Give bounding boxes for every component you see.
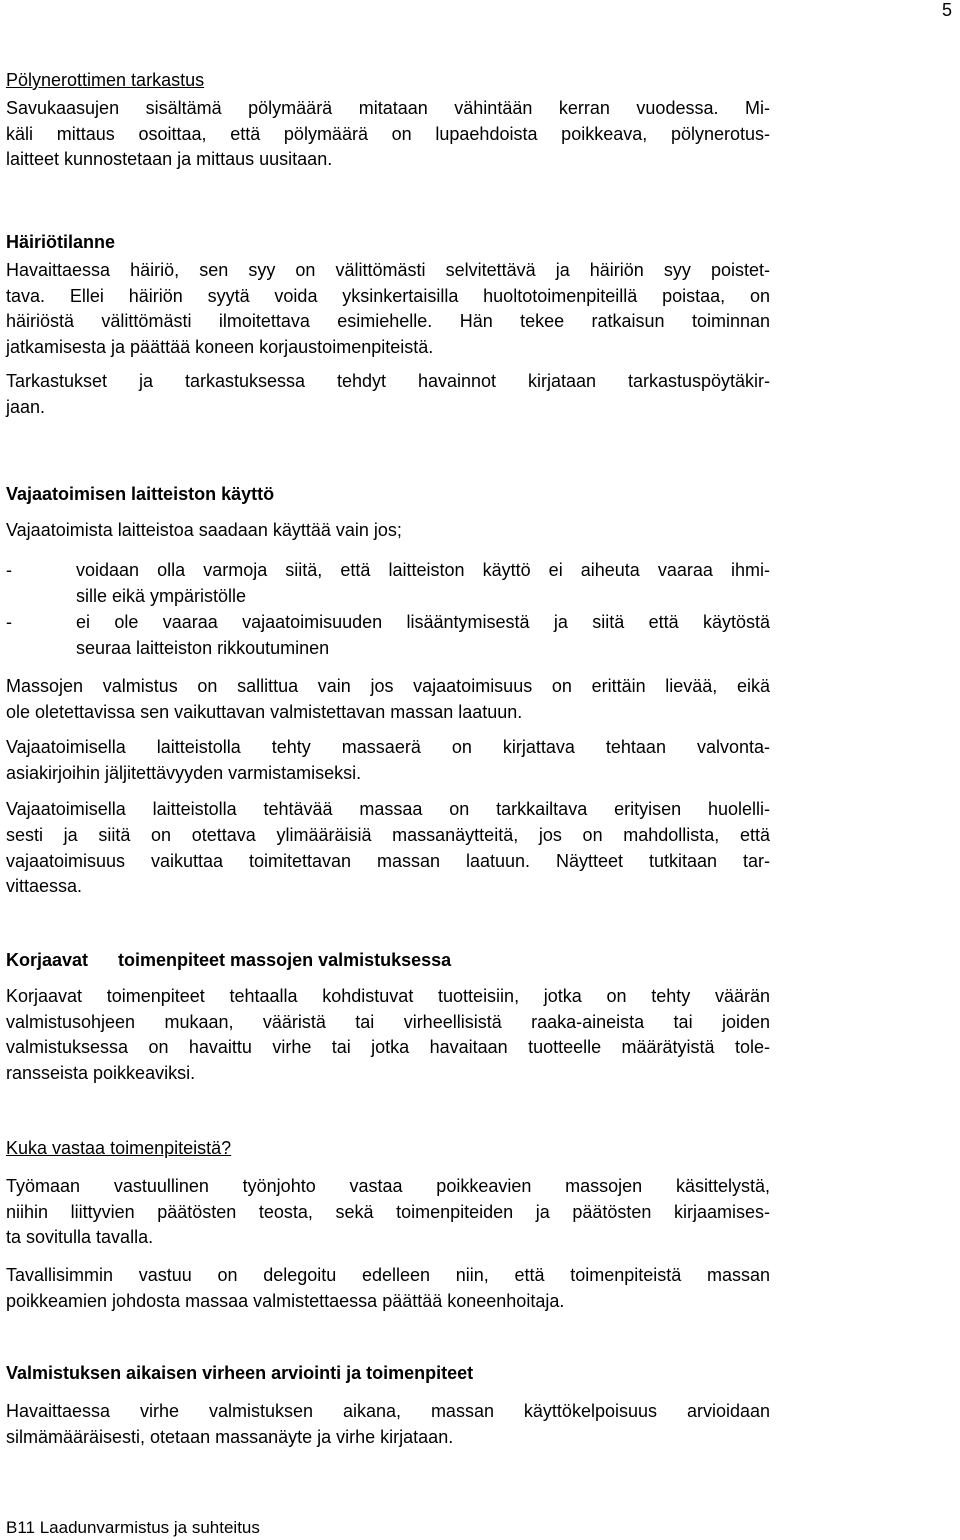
- text-line: ole oletettavissa sen vaikuttavan valmistettavan massan laatuun.: [6, 701, 523, 722]
- text-line: Massojen valmistus on sallittua vain jos vajaatoimisuus on erittäin lievää, eikä: [6, 676, 770, 696]
- text-line: valmistuksessa on havaittu virhe tai jotka havaitaan tuotteelle määrätyistä tole-: [6, 1037, 770, 1058]
- text-line: seuraa laitteiston rikkoutuminen: [76, 637, 330, 658]
- heading-malfunction: Häiriötilanne: [6, 232, 116, 252]
- text-line: Havaittaessa häiriö, sen syy on välittömästi selvitettävä ja häiriön syy poistet-: [6, 259, 770, 280]
- text-line: Savukaasujen sisältämä pölymäärä mitataan vähintään kerran vuodessa. Mi-: [6, 97, 770, 118]
- text-line: jaan.: [6, 396, 46, 417]
- text-line: asiakirjoihin jäljitettävyyden varmistamiseksi.: [6, 762, 362, 783]
- paragraph: [6, 674, 770, 726]
- section-corrective-actions: [6, 948, 770, 1087]
- text-line: voidaan olla varmoja siitä, että laitteiston käyttö ei aiheuta vaaraa ihmi-: [76, 560, 770, 580]
- text-line: sille eikä ympäristölle: [76, 585, 247, 606]
- section-dust-separator: [6, 68, 770, 173]
- text-line: ransseista poikkeaviksi.: [6, 1063, 196, 1084]
- text-line: häiriöstä välittömästi ilmoitettava esimiehelle. Hän tekee ratkaisun toiminnan: [6, 311, 770, 332]
- text-line: niihin liittyvien päätösten teosta, sekä toimenpiteiden ja päätösten kirjaamises-: [6, 1201, 770, 1222]
- section-malfunction: [6, 230, 770, 421]
- text-line: Vajaatoimisella laitteistolla tehty massaerä on kirjattava tehtaan valvonta-: [6, 737, 770, 757]
- text-line: Korjaavat toimenpiteet tehtaalla kohdistuvat tuotteisiin, jotka on tehty väärän: [6, 985, 770, 1006]
- section-responsibility: [6, 1136, 770, 1315]
- paragraph: [6, 797, 770, 900]
- heading-responsibility: Kuka vastaa toimenpiteistä?: [6, 1138, 232, 1158]
- text-line: silmämääräisesti, otetaan massanäyte ja virhe kirjataan.: [6, 1426, 454, 1447]
- bullet-dash: -: [6, 560, 12, 580]
- heading-word: Korjaavat: [6, 950, 89, 970]
- text-line: poikkeamien johdosta massaa valmistettaessa päättää koneenhoitaja.: [6, 1290, 565, 1311]
- text-line: ta sovitulla tavalla.: [6, 1227, 154, 1248]
- section-error-evaluation: [6, 1361, 770, 1450]
- text-line: ei ole vaaraa vajaatoimisuuden lisääntymisestä ja siitä että käytöstä: [76, 612, 770, 632]
- text-line: vittaessa.: [6, 876, 83, 897]
- heading-defective-equipment: Vajaatoimisen laitteiston käyttö: [6, 484, 275, 504]
- text-line: Tavallisimmin vastuu on delegoitu edelleen niin, että toimenpiteistä massan: [6, 1265, 770, 1286]
- page-number: 5: [941, 0, 952, 20]
- heading-word: toimenpiteet massojen valmistuksessa: [118, 950, 452, 970]
- heading-dust-separator: Pölynerottimen tarkastus: [6, 70, 205, 90]
- text-line: tava. Ellei häiriön syytä voida yksinkertaisilla huoltotoimenpiteillä poistaa, on: [6, 285, 770, 306]
- text-line: Vajaatoimista laitteistoa saadaan käyttää vain jos;: [6, 519, 402, 540]
- text-line: jatkamisesta ja päättää koneen korjaustoimenpiteistä.: [6, 337, 434, 358]
- bullet-dash: -: [6, 612, 12, 632]
- section-defective-equipment: [6, 482, 770, 544]
- page-footer: B11 Laadunvarmistus ja suhteitus: [6, 1518, 260, 1537]
- text-line: valmistusohjeen mukaan, vääristä tai virheellisistä raaka-aineista tai joiden: [6, 1011, 770, 1032]
- text-line: Työmaan vastuullinen työnjohto vastaa poikkeavien massojen käsittelystä,: [6, 1175, 770, 1196]
- heading-corrective-actions: [6, 948, 770, 974]
- heading-error-evaluation: Valmistuksen aikaisen virheen arviointi ja toimenpiteet: [6, 1363, 474, 1383]
- text-line: Tarkastukset ja tarkastuksessa tehdyt havainnot kirjataan tarkastuspöytäkir-: [6, 370, 770, 391]
- text-line: käli mittaus osoittaa, että pölymäärä on lupaehdoista poikkeava, pölynerotus-: [6, 123, 770, 144]
- text-line: Havaittaessa virhe valmistuksen aikana, massan käyttökelpoisuus arvioidaan: [6, 1400, 770, 1421]
- text-line: laitteet kunnostetaan ja mittaus uusitaan.: [6, 149, 333, 170]
- text-line: sesti ja siitä on otettava ylimääräisiä massanäytteitä, jos on mahdollista, että: [6, 824, 770, 845]
- text-line: Vajaatoimisella laitteistolla tehtävää massaa on tarkkailtava erityisen huolelli-: [6, 799, 770, 819]
- paragraph: [6, 735, 770, 787]
- text-line: vajaatoimisuus vaikuttaa toimitettavan massan laatuun. Näytteet tutkitaan tar-: [6, 850, 770, 871]
